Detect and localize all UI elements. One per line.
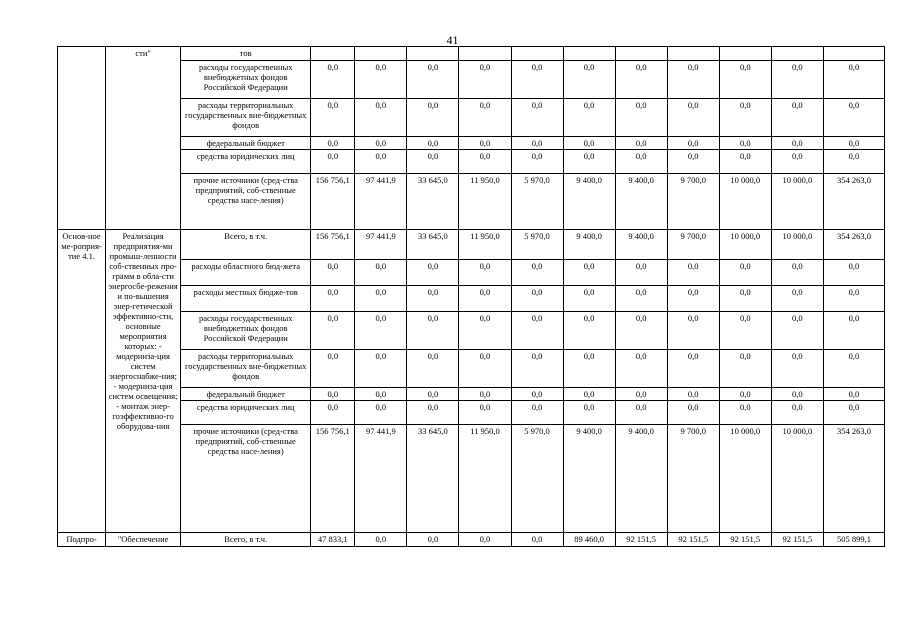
measure-cell: Подпро- bbox=[58, 533, 106, 547]
table-row bbox=[58, 425, 885, 533]
value-cell: 0,0 bbox=[355, 350, 407, 388]
funding-source-cell: расходы областного бюд-жета bbox=[181, 260, 311, 286]
value-cell: 0,0 bbox=[719, 286, 771, 312]
value-cell: 0,0 bbox=[311, 137, 355, 150]
value-cell: 0,0 bbox=[311, 61, 355, 99]
value-cell: 0,0 bbox=[563, 137, 615, 150]
budget-table bbox=[57, 46, 885, 547]
value-cell: 0,0 bbox=[459, 401, 511, 425]
funding-source-cell: федеральный бюджет bbox=[181, 388, 311, 401]
table-row bbox=[58, 61, 885, 99]
value-cell: 0,0 bbox=[615, 260, 667, 286]
value-cell: 0,0 bbox=[719, 350, 771, 388]
table-row bbox=[58, 99, 885, 137]
value-cell: 9 400,0 bbox=[563, 174, 615, 230]
value-cell: 0,0 bbox=[459, 61, 511, 99]
value-cell: 156 756,1 bbox=[311, 230, 355, 260]
value-cell: 97 441,9 bbox=[355, 174, 407, 230]
value-cell: 505 899,1 bbox=[823, 533, 884, 547]
value-cell: 0,0 bbox=[719, 61, 771, 99]
table-row bbox=[58, 150, 885, 174]
value-cell: 0,0 bbox=[355, 533, 407, 547]
value-cell: 0,0 bbox=[311, 350, 355, 388]
table-row bbox=[58, 137, 885, 150]
value-cell: 47 833,1 bbox=[311, 533, 355, 547]
value-cell: 10 000,0 bbox=[771, 174, 823, 230]
value-cell: 89 460,0 bbox=[563, 533, 615, 547]
value-cell: 5 970,0 bbox=[511, 425, 563, 533]
value-cell: 0,0 bbox=[719, 388, 771, 401]
value-cell: 0,0 bbox=[355, 260, 407, 286]
value-cell: 0,0 bbox=[459, 533, 511, 547]
value-cell: 0,0 bbox=[667, 388, 719, 401]
value-cell: 0,0 bbox=[719, 150, 771, 174]
value-cell: 0,0 bbox=[823, 61, 884, 99]
funding-source-cell: федеральный бюджет bbox=[181, 137, 311, 150]
value-cell: 0,0 bbox=[771, 61, 823, 99]
value-cell: 0,0 bbox=[511, 533, 563, 547]
value-cell: 0,0 bbox=[459, 260, 511, 286]
value-cell: 0,0 bbox=[771, 350, 823, 388]
value-cell: 0,0 bbox=[667, 137, 719, 150]
value-cell: 0,0 bbox=[563, 388, 615, 401]
funding-source-cell: расходы территориальных государственных вне-бюджетных фондов bbox=[181, 99, 311, 137]
table-row bbox=[58, 286, 885, 312]
funding-source-cell: прочие источники (сред-ства предприятий, соб-ственные средства насе-ления) bbox=[181, 425, 311, 533]
value-cell: 0,0 bbox=[563, 260, 615, 286]
value-cell bbox=[667, 47, 719, 61]
value-cell: 11 950,0 bbox=[459, 230, 511, 260]
description-cell: сти" bbox=[106, 47, 181, 230]
value-cell: 0,0 bbox=[459, 150, 511, 174]
funding-source-cell: средства юридических лиц bbox=[181, 401, 311, 425]
value-cell: 0,0 bbox=[823, 150, 884, 174]
value-cell: 92 151,5 bbox=[667, 533, 719, 547]
value-cell: 0,0 bbox=[771, 99, 823, 137]
value-cell: 9 400,0 bbox=[615, 425, 667, 533]
value-cell: 0,0 bbox=[311, 388, 355, 401]
value-cell: 33 645,0 bbox=[407, 425, 459, 533]
value-cell bbox=[511, 47, 563, 61]
value-cell: 0,0 bbox=[615, 137, 667, 150]
value-cell: 0,0 bbox=[563, 312, 615, 350]
value-cell: 0,0 bbox=[511, 99, 563, 137]
value-cell: 0,0 bbox=[407, 401, 459, 425]
value-cell: 0,0 bbox=[823, 401, 884, 425]
value-cell: 0,0 bbox=[407, 260, 459, 286]
value-cell: 0,0 bbox=[563, 350, 615, 388]
value-cell: 0,0 bbox=[407, 533, 459, 547]
value-cell: 10 000,0 bbox=[719, 174, 771, 230]
value-cell: 0,0 bbox=[407, 137, 459, 150]
measure-cell: Основ-ное ме-роприя-тие 4.1. bbox=[58, 230, 106, 533]
value-cell: 10 000,0 bbox=[771, 230, 823, 260]
value-cell bbox=[823, 47, 884, 61]
value-cell: 10 000,0 bbox=[719, 230, 771, 260]
value-cell: 0,0 bbox=[311, 260, 355, 286]
value-cell: 0,0 bbox=[615, 99, 667, 137]
value-cell: 97 441,9 bbox=[355, 230, 407, 260]
table-row bbox=[58, 401, 885, 425]
value-cell: 0,0 bbox=[407, 388, 459, 401]
value-cell: 0,0 bbox=[511, 286, 563, 312]
value-cell: 0,0 bbox=[407, 150, 459, 174]
table-row bbox=[58, 260, 885, 286]
value-cell: 0,0 bbox=[771, 401, 823, 425]
value-cell: 5 970,0 bbox=[511, 230, 563, 260]
value-cell: 0,0 bbox=[459, 99, 511, 137]
value-cell: 0,0 bbox=[615, 350, 667, 388]
value-cell: 0,0 bbox=[459, 388, 511, 401]
funding-source-cell: средства юридических лиц bbox=[181, 150, 311, 174]
measure-cell bbox=[58, 47, 106, 230]
value-cell bbox=[459, 47, 511, 61]
value-cell: 0,0 bbox=[311, 312, 355, 350]
value-cell: 9 400,0 bbox=[563, 230, 615, 260]
value-cell: 0,0 bbox=[563, 150, 615, 174]
value-cell bbox=[407, 47, 459, 61]
value-cell: 0,0 bbox=[615, 401, 667, 425]
value-cell: 0,0 bbox=[823, 286, 884, 312]
value-cell: 0,0 bbox=[459, 137, 511, 150]
value-cell bbox=[355, 47, 407, 61]
value-cell: 0,0 bbox=[615, 312, 667, 350]
value-cell: 0,0 bbox=[667, 286, 719, 312]
value-cell: 0,0 bbox=[407, 99, 459, 137]
value-cell: 92 151,5 bbox=[615, 533, 667, 547]
value-cell: 11 950,0 bbox=[459, 174, 511, 230]
value-cell: 0,0 bbox=[511, 150, 563, 174]
value-cell: 0,0 bbox=[615, 150, 667, 174]
value-cell bbox=[719, 47, 771, 61]
value-cell: 0,0 bbox=[563, 401, 615, 425]
value-cell: 0,0 bbox=[563, 61, 615, 99]
value-cell: 0,0 bbox=[459, 286, 511, 312]
value-cell: 0,0 bbox=[823, 350, 884, 388]
table-row bbox=[58, 174, 885, 230]
value-cell: 0,0 bbox=[667, 61, 719, 99]
value-cell: 0,0 bbox=[667, 401, 719, 425]
value-cell: 0,0 bbox=[823, 388, 884, 401]
table-row bbox=[58, 230, 885, 260]
value-cell: 0,0 bbox=[719, 312, 771, 350]
value-cell: 0,0 bbox=[667, 260, 719, 286]
description-cell: Реализация предприятия-ми промыш-ленности соб-ственных про-грамм в обла-сти энергосбе-режения и по-вышения энер-гетической эффективно-сти, основные мероприятия которых: - модерниза-ция систем энергоснабже-ния; - модерниза-ция систем освещения; - монтаж энер-гоэффективно-го оборудова-ния bbox=[106, 230, 181, 533]
value-cell: 354 263,0 bbox=[823, 174, 884, 230]
value-cell: 0,0 bbox=[771, 312, 823, 350]
value-cell: 0,0 bbox=[823, 99, 884, 137]
value-cell: 0,0 bbox=[407, 312, 459, 350]
value-cell: 9 700,0 bbox=[667, 174, 719, 230]
value-cell: 0,0 bbox=[563, 99, 615, 137]
value-cell: 9 400,0 bbox=[563, 425, 615, 533]
table-row bbox=[58, 350, 885, 388]
value-cell: 0,0 bbox=[667, 312, 719, 350]
funding-source-cell: Всего, в т.ч. bbox=[181, 533, 311, 547]
table-row bbox=[58, 388, 885, 401]
value-cell: 0,0 bbox=[823, 137, 884, 150]
value-cell: 9 700,0 bbox=[667, 230, 719, 260]
value-cell: 0,0 bbox=[667, 350, 719, 388]
value-cell bbox=[563, 47, 615, 61]
value-cell: 156 756,1 bbox=[311, 425, 355, 533]
value-cell: 97 441,9 bbox=[355, 425, 407, 533]
value-cell: 0,0 bbox=[311, 150, 355, 174]
value-cell: 5 970,0 bbox=[511, 174, 563, 230]
value-cell: 92 151,5 bbox=[771, 533, 823, 547]
value-cell: 10 000,0 bbox=[771, 425, 823, 533]
value-cell bbox=[771, 47, 823, 61]
value-cell: 33 645,0 bbox=[407, 174, 459, 230]
value-cell: 0,0 bbox=[407, 286, 459, 312]
funding-source-cell: расходы государственных внебюджетных фондов Российской Федерации bbox=[181, 61, 311, 99]
value-cell: 0,0 bbox=[355, 150, 407, 174]
value-cell: 92 151,5 bbox=[719, 533, 771, 547]
value-cell: 0,0 bbox=[459, 350, 511, 388]
value-cell: 0,0 bbox=[311, 286, 355, 312]
value-cell: 0,0 bbox=[511, 401, 563, 425]
value-cell: 0,0 bbox=[563, 286, 615, 312]
value-cell bbox=[615, 47, 667, 61]
value-cell: 0,0 bbox=[511, 388, 563, 401]
funding-source-cell: расходы территориальных государственных вне-бюджетных фондов bbox=[181, 350, 311, 388]
value-cell: 0,0 bbox=[407, 61, 459, 99]
value-cell: 0,0 bbox=[311, 401, 355, 425]
table-row bbox=[58, 533, 885, 547]
value-cell: 0,0 bbox=[615, 286, 667, 312]
value-cell: 0,0 bbox=[511, 260, 563, 286]
value-cell: 10 000,0 bbox=[719, 425, 771, 533]
value-cell: 0,0 bbox=[823, 260, 884, 286]
value-cell: 0,0 bbox=[511, 61, 563, 99]
value-cell: 0,0 bbox=[771, 286, 823, 312]
value-cell: 9 400,0 bbox=[615, 230, 667, 260]
funding-source-cell: расходы государственных внебюджетных фондов Российской Федерации bbox=[181, 312, 311, 350]
value-cell: 0,0 bbox=[771, 260, 823, 286]
page-number: 41 bbox=[446, 33, 459, 47]
value-cell: 0,0 bbox=[719, 99, 771, 137]
value-cell: 9 700,0 bbox=[667, 425, 719, 533]
value-cell: 0,0 bbox=[355, 61, 407, 99]
value-cell: 0,0 bbox=[719, 137, 771, 150]
value-cell: 0,0 bbox=[667, 99, 719, 137]
value-cell: 0,0 bbox=[719, 260, 771, 286]
value-cell: 0,0 bbox=[771, 137, 823, 150]
table-row bbox=[58, 312, 885, 350]
value-cell: 0,0 bbox=[823, 312, 884, 350]
value-cell: 0,0 bbox=[355, 137, 407, 150]
table-row bbox=[58, 47, 885, 61]
value-cell: 0,0 bbox=[459, 312, 511, 350]
value-cell: 11 950,0 bbox=[459, 425, 511, 533]
value-cell: 0,0 bbox=[667, 150, 719, 174]
value-cell: 0,0 bbox=[355, 388, 407, 401]
value-cell: 0,0 bbox=[719, 401, 771, 425]
value-cell: 0,0 bbox=[355, 286, 407, 312]
value-cell: 0,0 bbox=[771, 150, 823, 174]
value-cell: 33 645,0 bbox=[407, 230, 459, 260]
value-cell bbox=[311, 47, 355, 61]
funding-source-cell: тов bbox=[181, 47, 311, 61]
funding-source-cell: прочие источники (сред-ства предприятий, соб-ственные средства насе-ления) bbox=[181, 174, 311, 230]
value-cell: 0,0 bbox=[511, 137, 563, 150]
description-cell: "Обеспечение bbox=[106, 533, 181, 547]
value-cell: 0,0 bbox=[511, 312, 563, 350]
funding-source-cell: Всего, в т.ч. bbox=[181, 230, 311, 260]
value-cell: 9 400,0 bbox=[615, 174, 667, 230]
value-cell: 354 263,0 bbox=[823, 230, 884, 260]
value-cell: 0,0 bbox=[355, 312, 407, 350]
value-cell: 156 756,1 bbox=[311, 174, 355, 230]
value-cell: 0,0 bbox=[355, 401, 407, 425]
funding-source-cell: расходы местных бюдже-тов bbox=[181, 286, 311, 312]
value-cell: 0,0 bbox=[355, 99, 407, 137]
value-cell: 0,0 bbox=[771, 388, 823, 401]
value-cell: 0,0 bbox=[511, 350, 563, 388]
value-cell: 0,0 bbox=[615, 388, 667, 401]
value-cell: 0,0 bbox=[615, 61, 667, 99]
value-cell: 354 263,0 bbox=[823, 425, 884, 533]
value-cell: 0,0 bbox=[407, 350, 459, 388]
value-cell: 0,0 bbox=[311, 99, 355, 137]
